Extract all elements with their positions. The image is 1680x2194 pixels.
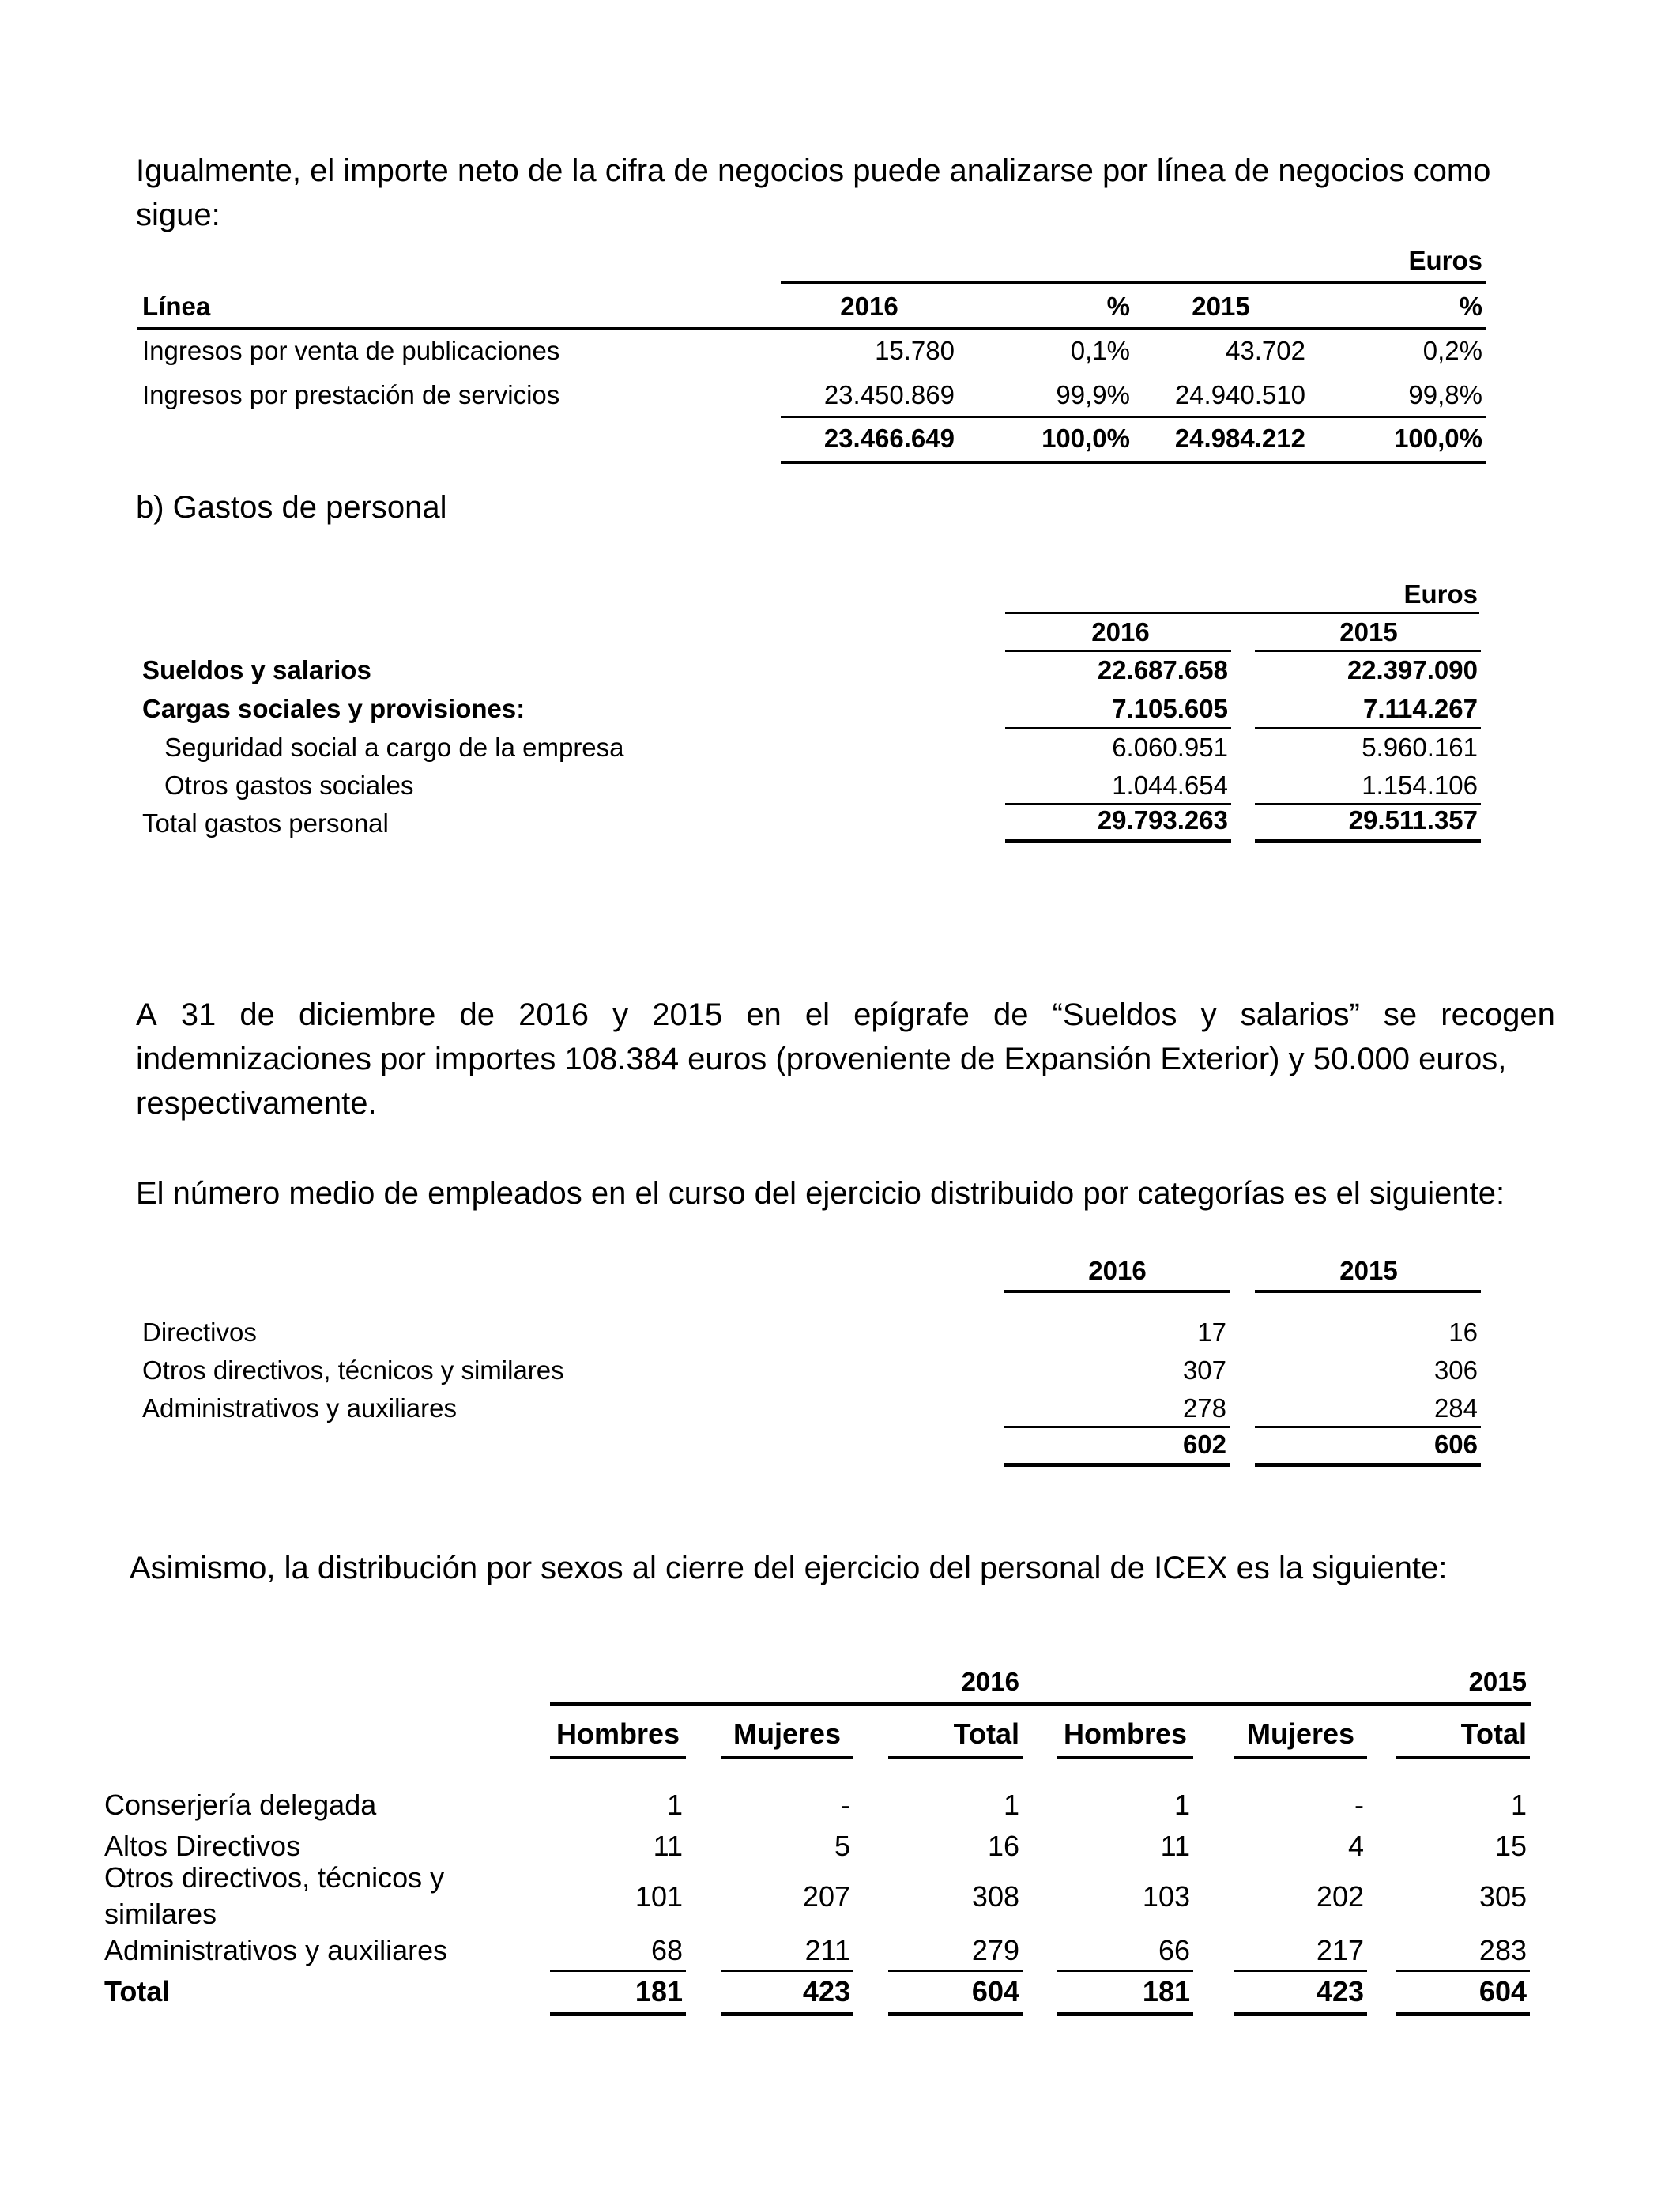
- sales-total-2016: 23.466.649: [823, 424, 955, 453]
- gender-bottom-rule: [888, 2012, 1023, 2016]
- gender-total-rule: [1396, 1970, 1530, 1972]
- gender-total-cell: 423: [802, 1975, 850, 2007]
- gender-cell: 103: [1142, 1880, 1190, 1913]
- note-line-3: respectivamente.: [136, 1086, 377, 1121]
- personal-row-label: Total gastos personal: [142, 809, 389, 838]
- gender-year-2015: 2015: [1468, 1667, 1527, 1696]
- sales-row-2016: 15.780: [875, 336, 955, 365]
- sales-total-top-rule: [781, 416, 1486, 418]
- gender-cell: 1: [1510, 1789, 1527, 1821]
- gender-total-rule: [1234, 1970, 1367, 1972]
- gender-cell: 16: [987, 1830, 1019, 1862]
- employees-row-label: Directivos: [142, 1318, 257, 1347]
- gender-row-label: Otros directivos, técnicos y: [104, 1861, 445, 1894]
- gender-cell: 15: [1494, 1830, 1527, 1862]
- gender-total-rule: [1057, 1970, 1193, 1972]
- gender-sub-rule: [721, 1756, 853, 1759]
- gender-total-cell: 604: [1478, 1975, 1527, 2007]
- gender-bottom-rule: [721, 2012, 853, 2016]
- gender-cell: -: [1354, 1789, 1364, 1821]
- gender-cell: 217: [1316, 1934, 1364, 1966]
- gender-total-rule: [721, 1970, 853, 1972]
- employees-header-rule-2015: [1255, 1290, 1481, 1293]
- gender-cell: 308: [971, 1880, 1019, 1913]
- sales-header-pct-2015: %: [1459, 292, 1482, 321]
- personal-header-2016: 2016: [1091, 617, 1150, 647]
- employees-row-2016: 278: [1182, 1393, 1226, 1423]
- gender-subheader-total-2016: Total: [953, 1717, 1019, 1750]
- gender-bottom-rule: [550, 2012, 686, 2016]
- gender-sub-rule: [1057, 1756, 1193, 1759]
- gender-total-cell: 423: [1316, 1975, 1364, 2007]
- gender-intro: Asimismo, la distribución por sexos al cierre del ejercicio del personal de ICEX es la siguiente:: [130, 1551, 1448, 1585]
- gender-total-cell: 604: [971, 1975, 1019, 2007]
- gender-sub-rule: [1234, 1756, 1367, 1759]
- gender-cell: 11: [653, 1830, 683, 1862]
- intro-line-1: Igualmente, el importe neto de la cifra de negocios puede analizarse por línea de negocios como: [136, 153, 1491, 188]
- gender-bottom-rule: [1234, 2012, 1367, 2016]
- gender-cell: 4: [1347, 1830, 1364, 1862]
- employees-total-rule-2016: [1004, 1426, 1230, 1428]
- note-word: y: [1200, 997, 1217, 1032]
- employees-intro: El número medio de empleados en el curso del ejercicio distribuido por categorías es el siguiente:: [136, 1176, 1505, 1211]
- gender-row-label: Administrativos y auxiliares: [104, 1934, 448, 1966]
- personal-row-2015: 5.960.161: [1362, 733, 1478, 762]
- sales-currency: Euros: [1408, 246, 1482, 275]
- gender-cell: 66: [1158, 1934, 1190, 1966]
- personal-bottom-rule-2016: [1005, 839, 1231, 843]
- sales-row-pct-2016: 99,9%: [1056, 380, 1130, 409]
- gender-bottom-rule: [1057, 2012, 1193, 2016]
- note-word: 31: [180, 997, 217, 1032]
- sales-bottom-rule: [781, 461, 1486, 464]
- note-word: diciembre: [298, 997, 436, 1032]
- employees-total-rule-2015: [1255, 1426, 1481, 1428]
- gender-subheader-hombres-2015: Hombres: [1063, 1717, 1188, 1750]
- gender-cell: 11: [1160, 1830, 1190, 1862]
- gender-total-rule: [550, 1970, 686, 1972]
- employees-bottom-rule-2016: [1004, 1463, 1230, 1467]
- sales-row-label: Ingresos por prestación de servicios: [142, 380, 560, 409]
- sales-row-pct-2015: 99,8%: [1408, 380, 1482, 409]
- note-line-1: [136, 993, 1555, 1037]
- employees-row-label: Administrativos y auxiliares: [142, 1393, 457, 1423]
- employees-header-2016: 2016: [1088, 1256, 1147, 1285]
- personal-currency: Euros: [1403, 579, 1478, 609]
- note-word: 2015: [652, 997, 723, 1032]
- gender-cell: 1: [1173, 1789, 1190, 1821]
- gender-top-rule: [550, 1702, 1531, 1706]
- sales-row-2016: 23.450.869: [823, 380, 955, 409]
- personal-row-label: Cargas sociales y provisiones:: [142, 694, 525, 723]
- gender-cell: 1: [666, 1789, 683, 1821]
- personal-header-rule-2015: [1255, 650, 1481, 652]
- sales-header-rule: [137, 327, 1486, 330]
- intro-line-2: sigue:: [136, 198, 220, 232]
- sales-row-pct-2016: 0,1%: [1070, 336, 1130, 365]
- note-word: “Sueldos: [1052, 997, 1177, 1032]
- gender-cell: 68: [650, 1934, 683, 1966]
- gender-cell: 207: [802, 1880, 850, 1913]
- sales-total-2015: 24.984.212: [1174, 424, 1305, 453]
- personal-row-2015: 29.511.357: [1348, 805, 1478, 835]
- sales-header-pct-2016: %: [1106, 292, 1130, 321]
- employees-row-label: Otros directivos, técnicos y similares: [142, 1355, 564, 1385]
- gender-cell: -: [841, 1789, 850, 1821]
- personal-header-rule-2016: [1005, 650, 1231, 652]
- gender-cell: 101: [635, 1880, 683, 1913]
- gender-total-rule: [888, 1970, 1023, 1972]
- note-word: A: [136, 997, 157, 1032]
- note-word: 2016: [518, 997, 590, 1032]
- note-word: epígrafe: [853, 997, 970, 1032]
- employees-header-2015: 2015: [1339, 1256, 1398, 1285]
- gender-cell: 202: [1316, 1880, 1364, 1913]
- sales-row-label: Ingresos por venta de publicaciones: [142, 336, 560, 365]
- note-word: recogen: [1441, 997, 1555, 1032]
- personal-header-2015: 2015: [1339, 617, 1398, 647]
- personal-row-2016: 1.044.654: [1112, 771, 1228, 800]
- employees-row-2015: 16: [1448, 1318, 1478, 1347]
- gender-total-cell: 181: [1142, 1975, 1190, 2007]
- note-word: salarios”: [1240, 997, 1360, 1032]
- personal-row-2016: 22.687.658: [1097, 655, 1228, 684]
- personal-bottom-rule-2015: [1255, 839, 1481, 843]
- gender-sub-rule: [888, 1756, 1023, 1759]
- employees-row-2016: 307: [1182, 1355, 1226, 1385]
- sales-row-pct-2015: 0,2%: [1422, 336, 1482, 365]
- sales-header-line: Línea: [142, 292, 211, 321]
- note-word: el: [804, 997, 831, 1032]
- personal-top-rule: [1005, 612, 1479, 614]
- gender-sub-rule: [1396, 1756, 1530, 1759]
- gender-subheader-mujeres-2015: Mujeres: [1246, 1717, 1355, 1750]
- personal-row-2015: 22.397.090: [1347, 655, 1478, 684]
- gender-cell: 305: [1478, 1880, 1527, 1913]
- note-word: de: [459, 997, 495, 1032]
- personal-sub-rule-2015: [1255, 727, 1481, 729]
- gender-bottom-rule: [1396, 2012, 1530, 2016]
- sales-header-2016: 2016: [840, 292, 898, 321]
- gender-subheader-total-2015: Total: [1460, 1717, 1527, 1750]
- personal-row-label: Sueldos y salarios: [142, 655, 371, 684]
- gender-row-label: Conserjería delegada: [104, 1789, 377, 1821]
- personal-sub-rule-2016: [1005, 727, 1231, 729]
- gender-cell: 283: [1478, 1934, 1527, 1966]
- gender-total-cell: 181: [635, 1975, 683, 2007]
- personal-row-2016: 7.105.605: [1112, 694, 1228, 723]
- sales-row-2015: 43.702: [1226, 336, 1305, 365]
- gender-cell: 211: [804, 1934, 850, 1966]
- gender-cell: 5: [834, 1830, 850, 1862]
- sales-header-2015: 2015: [1192, 292, 1250, 321]
- note-word: y: [612, 997, 629, 1032]
- sales-total-pct-2016: 100,0%: [1042, 424, 1130, 453]
- note-word: se: [1383, 997, 1418, 1032]
- gender-row-label: similares: [104, 1898, 217, 1930]
- note-word: de: [993, 997, 1029, 1032]
- employees-bottom-rule-2015: [1255, 1463, 1481, 1467]
- personal-row-label: Otros gastos sociales: [164, 771, 414, 800]
- personal-row-label: Seguridad social a cargo de la empresa: [164, 733, 624, 762]
- sales-top-rule: [781, 281, 1486, 284]
- sales-total-pct-2015: 100,0%: [1394, 424, 1482, 453]
- personal-row-2016: 29.793.263: [1097, 805, 1228, 835]
- sales-row-2015: 24.940.510: [1174, 380, 1305, 409]
- note-word: en: [746, 997, 782, 1032]
- gender-year-2016: 2016: [961, 1667, 1019, 1696]
- personal-row-2015: 7.114.267: [1363, 694, 1478, 723]
- gender-subheader-hombres-2016: Hombres: [556, 1717, 680, 1750]
- employees-header-rule-2016: [1004, 1290, 1230, 1293]
- gender-row-label: Altos Directivos: [104, 1830, 301, 1862]
- personal-heading: b) Gastos de personal: [136, 490, 447, 525]
- personal-row-2016: 6.060.951: [1112, 733, 1228, 762]
- gender-cell: 1: [1003, 1789, 1019, 1821]
- gender-cell: 279: [971, 1934, 1019, 1966]
- gender-sub-rule: [550, 1756, 686, 1759]
- employees-total-2016: 602: [1182, 1430, 1226, 1459]
- gender-total-label: Total: [104, 1975, 171, 2007]
- employees-row-2016: 17: [1197, 1318, 1226, 1347]
- personal-row-2015: 1.154.106: [1362, 771, 1478, 800]
- gender-subheader-mujeres-2016: Mujeres: [733, 1717, 842, 1750]
- note-word: de: [239, 997, 275, 1032]
- employees-row-2015: 284: [1433, 1393, 1478, 1423]
- employees-row-2015: 306: [1433, 1355, 1478, 1385]
- employees-total-2015: 606: [1433, 1430, 1478, 1459]
- note-line-2: indemnizaciones por importes 108.384 euros (proveniente de Expansión Exterior) y 50.000 euros,: [136, 1042, 1507, 1076]
